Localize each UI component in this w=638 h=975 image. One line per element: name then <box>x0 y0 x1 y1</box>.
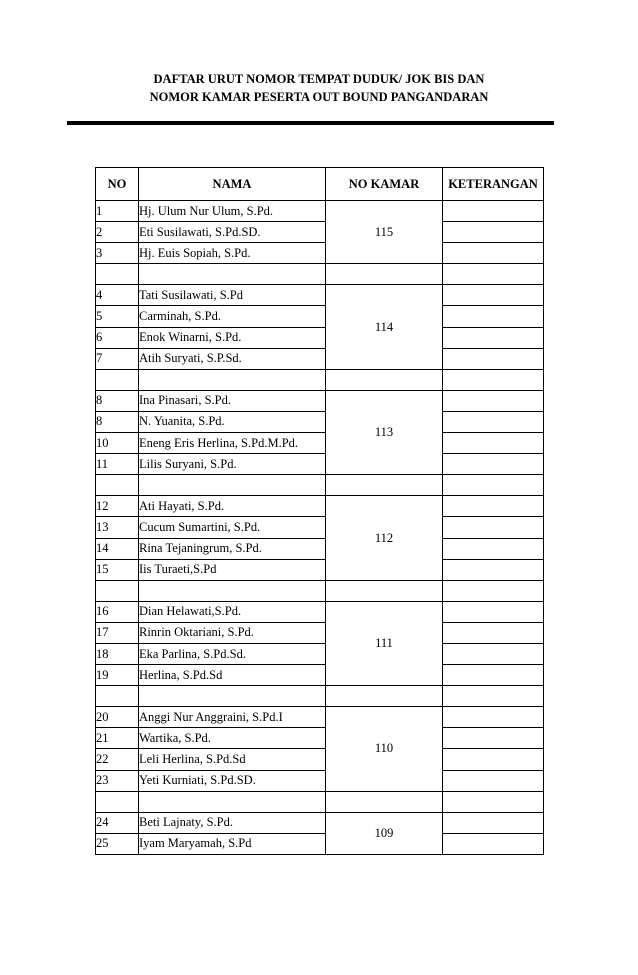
cell-no: 3 <box>96 243 139 264</box>
cell-nama: Iis Turaeti,S.Pd <box>139 559 326 580</box>
cell-nama: Eti Susilawati, S.Pd.SD. <box>139 222 326 243</box>
document-title-line-2: NOMOR KAMAR PESERTA OUT BOUND PANGANDARAN <box>149 90 489 104</box>
cell-no: 24 <box>96 812 139 833</box>
cell-no: 16 <box>96 601 139 622</box>
empty-cell <box>326 791 443 812</box>
empty-cell <box>96 791 139 812</box>
cell-keterangan <box>443 601 544 622</box>
cell-no: 8 <box>96 411 139 432</box>
cell-keterangan <box>443 306 544 327</box>
cell-no: 12 <box>96 496 139 517</box>
cell-no: 21 <box>96 728 139 749</box>
column-header-no: NO <box>96 168 139 201</box>
cell-no: 11 <box>96 454 139 475</box>
cell-no: 23 <box>96 770 139 791</box>
column-header-no-kamar: NO KAMAR <box>326 168 443 201</box>
cell-no: 8 <box>96 390 139 411</box>
cell-no: 10 <box>96 433 139 454</box>
seating-table <box>95 167 544 855</box>
empty-cell <box>443 791 544 812</box>
cell-nama: Tati Susilawati, S.Pd <box>139 285 326 306</box>
cell-keterangan <box>443 348 544 369</box>
cell-no: 4 <box>96 285 139 306</box>
empty-cell <box>443 264 544 285</box>
cell-nama: Eneng Eris Herlina, S.Pd.M.Pd. <box>139 433 326 454</box>
table-row <box>96 285 544 306</box>
group-separator-row <box>96 264 544 285</box>
cell-no-kamar: 113 <box>326 390 443 474</box>
table-row <box>96 833 544 854</box>
cell-nama: Rina Tejaningrum, S.Pd. <box>139 538 326 559</box>
cell-no-kamar: 110 <box>326 707 443 791</box>
table-row <box>96 390 544 411</box>
empty-cell <box>96 264 139 285</box>
table-row <box>96 728 544 749</box>
cell-nama: Iyam Maryamah, S.Pd <box>139 833 326 854</box>
seating-table-body <box>96 201 544 855</box>
table-row <box>96 201 544 222</box>
table-row <box>96 411 544 432</box>
group-separator-row <box>96 791 544 812</box>
table-row <box>96 496 544 517</box>
document-title-line-1: DAFTAR URUT NOMOR TEMPAT DUDUK/ JOK BIS DAN <box>153 72 485 86</box>
cell-keterangan <box>443 411 544 432</box>
cell-keterangan <box>443 665 544 686</box>
cell-keterangan <box>443 496 544 517</box>
cell-no: 15 <box>96 559 139 580</box>
cell-nama: Ina Pinasari, S.Pd. <box>139 390 326 411</box>
empty-cell <box>139 686 326 707</box>
cell-no: 5 <box>96 306 139 327</box>
table-header-row <box>96 168 544 201</box>
cell-nama: Yeti Kurniati, S.Pd.SD. <box>139 770 326 791</box>
title-divider <box>67 121 554 125</box>
cell-nama: Herlina, S.Pd.Sd <box>139 665 326 686</box>
table-row <box>96 707 544 728</box>
empty-cell <box>326 580 443 601</box>
empty-cell <box>96 475 139 496</box>
group-separator-row <box>96 580 544 601</box>
cell-keterangan <box>443 833 544 854</box>
cell-keterangan <box>443 433 544 454</box>
cell-no-kamar: 111 <box>326 601 443 685</box>
table-row <box>96 327 544 348</box>
empty-cell <box>139 369 326 390</box>
table-row <box>96 222 544 243</box>
empty-cell <box>326 369 443 390</box>
cell-nama: Cucum Sumartini, S.Pd. <box>139 517 326 538</box>
cell-no: 2 <box>96 222 139 243</box>
empty-cell <box>139 791 326 812</box>
cell-nama: Beti Lajnaty, S.Pd. <box>139 812 326 833</box>
cell-keterangan <box>443 538 544 559</box>
table-row <box>96 559 544 580</box>
cell-no: 20 <box>96 707 139 728</box>
cell-nama: Anggi Nur Anggraini, S.Pd.I <box>139 707 326 728</box>
cell-keterangan <box>443 454 544 475</box>
cell-nama: Carminah, S.Pd. <box>139 306 326 327</box>
cell-nama: Eka Parlina, S.Pd.Sd. <box>139 643 326 664</box>
cell-keterangan <box>443 728 544 749</box>
table-row <box>96 749 544 770</box>
cell-keterangan <box>443 517 544 538</box>
cell-no: 14 <box>96 538 139 559</box>
cell-nama: Leli Herlina, S.Pd.Sd <box>139 749 326 770</box>
empty-cell <box>443 369 544 390</box>
cell-keterangan <box>443 622 544 643</box>
cell-keterangan <box>443 559 544 580</box>
table-row <box>96 517 544 538</box>
table-row <box>96 643 544 664</box>
cell-nama: Dian Helawati,S.Pd. <box>139 601 326 622</box>
cell-keterangan <box>443 749 544 770</box>
cell-keterangan <box>443 390 544 411</box>
cell-no: 13 <box>96 517 139 538</box>
cell-no-kamar: 109 <box>326 812 443 854</box>
cell-nama: Rinrin Oktariani, S.Pd. <box>139 622 326 643</box>
cell-keterangan <box>443 643 544 664</box>
empty-cell <box>326 686 443 707</box>
cell-nama: Enok Winarni, S.Pd. <box>139 327 326 348</box>
cell-no: 22 <box>96 749 139 770</box>
empty-cell <box>139 580 326 601</box>
cell-no: 1 <box>96 201 139 222</box>
cell-no: 25 <box>96 833 139 854</box>
cell-no: 6 <box>96 327 139 348</box>
empty-cell <box>443 475 544 496</box>
table-row <box>96 622 544 643</box>
table-row <box>96 433 544 454</box>
cell-no-kamar: 112 <box>326 496 443 580</box>
cell-keterangan <box>443 707 544 728</box>
table-row <box>96 665 544 686</box>
cell-keterangan <box>443 201 544 222</box>
table-row <box>96 538 544 559</box>
cell-no: 18 <box>96 643 139 664</box>
cell-no: 17 <box>96 622 139 643</box>
column-header-keterangan: KETERANGAN <box>443 168 544 201</box>
empty-cell <box>139 475 326 496</box>
empty-cell <box>326 264 443 285</box>
cell-keterangan <box>443 285 544 306</box>
cell-keterangan <box>443 812 544 833</box>
cell-nama: Hj. Ulum Nur Ulum, S.Pd. <box>139 201 326 222</box>
table-row <box>96 601 544 622</box>
column-header-nama: NAMA <box>139 168 326 201</box>
empty-cell <box>443 686 544 707</box>
empty-cell <box>96 686 139 707</box>
empty-cell <box>96 369 139 390</box>
cell-keterangan <box>443 770 544 791</box>
cell-nama: Atih Suryati, S.P.Sd. <box>139 348 326 369</box>
group-separator-row <box>96 475 544 496</box>
empty-cell <box>443 580 544 601</box>
empty-cell <box>96 580 139 601</box>
cell-nama: Hj. Euis Sopiah, S.Pd. <box>139 243 326 264</box>
empty-cell <box>326 475 443 496</box>
cell-no-kamar: 115 <box>326 201 443 264</box>
table-row <box>96 770 544 791</box>
empty-cell <box>139 264 326 285</box>
table-row <box>96 454 544 475</box>
cell-no: 19 <box>96 665 139 686</box>
cell-keterangan <box>443 243 544 264</box>
group-separator-row <box>96 686 544 707</box>
cell-nama: Ati Hayati, S.Pd. <box>139 496 326 517</box>
cell-nama: Lilis Suryani, S.Pd. <box>139 454 326 475</box>
table-row <box>96 812 544 833</box>
cell-nama: Wartika, S.Pd. <box>139 728 326 749</box>
cell-no-kamar: 114 <box>326 285 443 369</box>
cell-no: 7 <box>96 348 139 369</box>
cell-nama: N. Yuanita, S.Pd. <box>139 411 326 432</box>
group-separator-row <box>96 369 544 390</box>
cell-keterangan <box>443 222 544 243</box>
cell-keterangan <box>443 327 544 348</box>
table-row <box>96 348 544 369</box>
table-row <box>96 306 544 327</box>
table-row <box>96 243 544 264</box>
